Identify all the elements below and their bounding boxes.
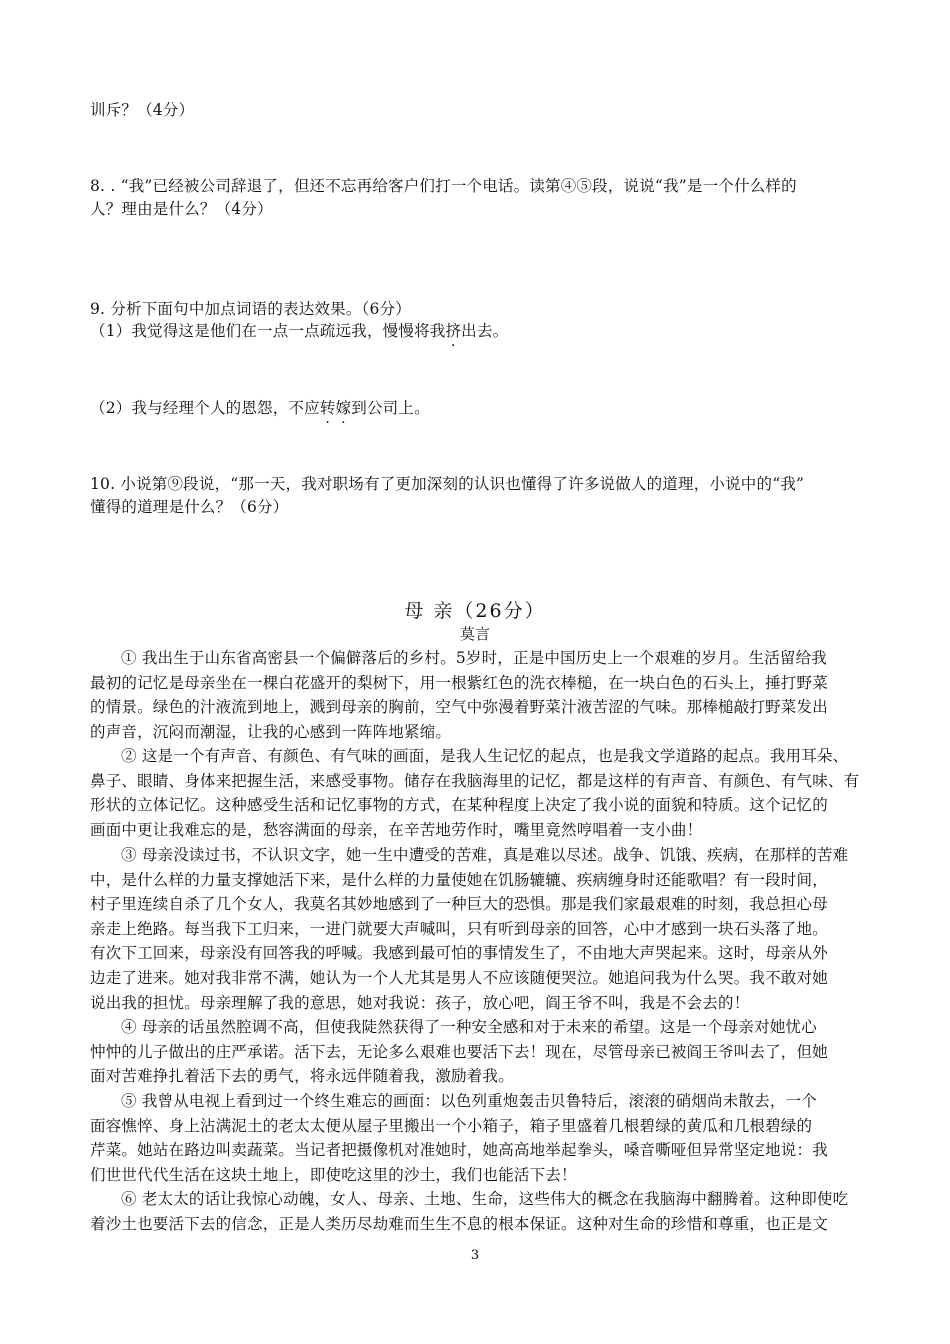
paragraph-4 — [90, 1015, 865, 1089]
q9-item-2-text: （2）我与经理个人的恩怨，不应 — [90, 399, 320, 417]
q8-line-2: 人？理由是什么？（4分） — [90, 200, 273, 218]
text-line: 有次下工回来，母亲没有回答我的呼喊。我感到最可怕的事情发生了，不由地大声哭起来。这时，母亲从外 — [90, 944, 828, 963]
text-line: 的声音，沉闷而潮湿，让我的心感到一阵阵地紧缩。 — [90, 722, 452, 741]
text-line: ⑥ 老太太的话让我惊心动魄，女人、母亲、土地、生命，这些伟大的概念在我脑海中翻腾着。这种即使吃 — [121, 1190, 849, 1208]
text-line: ⑤ 我曾从电视上看到过一个终生难忘的画面：以色列重炮轰击贝鲁特后，滚滚的硝烟尚未散去，一个 — [121, 1092, 817, 1110]
text-line: ② 这是一个有声音、有颜色、有气味的画面，是我人生记忆的起点，也是我文学道路的起点。我用耳朵、 — [121, 747, 849, 765]
text-line: 最初的记忆是母亲坐在一棵白花盛开的梨树下，用一根紫红色的洗衣棒槌，在一块白色的石头上，捶打野菜 — [90, 673, 828, 692]
q10-line-2: 懂得的道理是什么？（6分） — [90, 498, 289, 516]
text-line: ① 我出生于山东省高密县一个偏僻落后的乡村。5岁时，正是中国历史上一个艰难的岁月。生活留给我 — [121, 649, 827, 667]
q9-item-2-text-end: 到公司上。 — [351, 399, 430, 417]
q9-item-1-text: （1）我觉得这是他们在一点一点疏远我，慢慢将我 — [90, 322, 446, 340]
q8-line-1: 8. . “我”已经被公司辞退了，但还不忘再给客户们打一个电话。读第④⑤段，说说“我”是一个什么样的 — [90, 177, 797, 195]
text-line: 亲走上绝路。每当我下工归来，一进门就要大声喊叫，只有听到母亲的回答，心中才感到一块石头落了地。 — [90, 919, 828, 938]
article-title: 母 亲（26分） — [404, 600, 546, 622]
q9-item-1-text-end: 出去。 — [461, 322, 509, 340]
text-line: ④ 母亲的话虽然腔调不高，但使我陡然获得了一种安全感和对于未来的希望。这是一个母亲对她忧心 — [121, 1018, 817, 1036]
q9-item-2 — [90, 397, 865, 420]
paragraph-3 — [90, 843, 865, 1015]
q9-stem: 9. 分析下面句中加点词语的表达效果。（6分） — [90, 300, 411, 318]
paragraph-6 — [90, 1187, 865, 1236]
text-line: 中，是什么样的力量支撑她活下来，是什么样的力量使她在饥肠辘辘、疾病缠身时还能歌唱？有一段时间， — [90, 870, 828, 889]
q9-item-1 — [90, 320, 865, 343]
paragraph-5 — [90, 1089, 865, 1187]
paragraph-1 — [90, 646, 865, 744]
paragraph-2 — [90, 744, 865, 842]
text-line: ③ 母亲没读过书，不认识文字，她一生中遭受的苦难，真是难以尽述。战争、饥饿、疾病，在那样的苦难 — [121, 846, 849, 864]
article-author: 莫言 — [459, 625, 490, 643]
text-line: 面对苦难挣扎着活下去的勇气，将永远伴随着我，激励着我。 — [90, 1067, 514, 1086]
text-line: 面容憔悴、身上沾满泥土的老太太便从屋子里搬出一个小箱子，箱子里盛着几根碧绿的黄瓜和几根碧绿的 — [90, 1116, 813, 1135]
text-line: 形状的立体记忆。这种感受生活和记忆事物的方式，在某种程度上决定了我小说的面貌和特质。这个记忆的 — [90, 796, 828, 815]
q7-tail: 训斥？（4分） — [90, 101, 195, 119]
text-line: 村子里连续自杀了几个女人，我莫名其妙地感到了一种巨大的恐惧。那是我们家最艰难的时刻，我总担心母 — [90, 895, 828, 914]
text-line: 们世世代代生活在这块土地上，即使吃这里的沙土，我们也能活下去！ — [90, 1165, 577, 1184]
emphasized-word: 转 — [319, 399, 336, 417]
text-line: 着沙土也要活下去的信念，正是人类历尽劫难而生生不息的根本保证。这种对生命的珍惜和尊重，也正是文 — [90, 1214, 828, 1233]
text-line: 说出我的担忧。母亲理解了我的意思，她对我说：孩子，放心吧，阎王爷不叫，我是不会去的！ — [90, 993, 750, 1012]
text-line: 画面中更让我难忘的是，愁容满面的母亲，在辛苦地劳作时，嘴里竟然哼唱着一支小曲！ — [90, 820, 703, 839]
q10-line-1: 10. 小说第⑨段说，“那一天，我对职场有了更加深刻的认识也懂得了许多说做人的道理，小说中的“我” — [90, 475, 805, 493]
text-line: 边走了进来。她对我非常不满，她认为一个人尤其是男人不应该随便哭泣。她追问我为什么哭。我不敢对她 — [90, 968, 828, 987]
page-number: 3 — [470, 1248, 480, 1263]
emphasized-word: 嫁 — [335, 399, 352, 417]
text-line: 忡忡的儿子做出的庄严承诺。活下去，无论多么艰难也要活下去！现在，尽管母亲已被阎王爷叫去了，但她 — [90, 1042, 828, 1061]
text-line: 芹菜。她站在路边叫卖蔬菜。当记者把摄像机对准她时，她高高地举起拳头，嗓音嘶哑但异常坚定地说：我 — [90, 1141, 828, 1160]
text-line: 鼻子、眼睛、身体来把握生活，来感受事物。储存在我脑海里的记忆，都是这样的有声音、有颜色、有气味、有 — [90, 771, 860, 790]
emphasized-word: 挤 — [445, 322, 462, 340]
text-line: 的情景。绿色的汁液流到地上，溅到母亲的胸前，空气中弥漫着野菜汁液苦涩的气味。那棒槌敲打野菜发出 — [90, 698, 828, 717]
